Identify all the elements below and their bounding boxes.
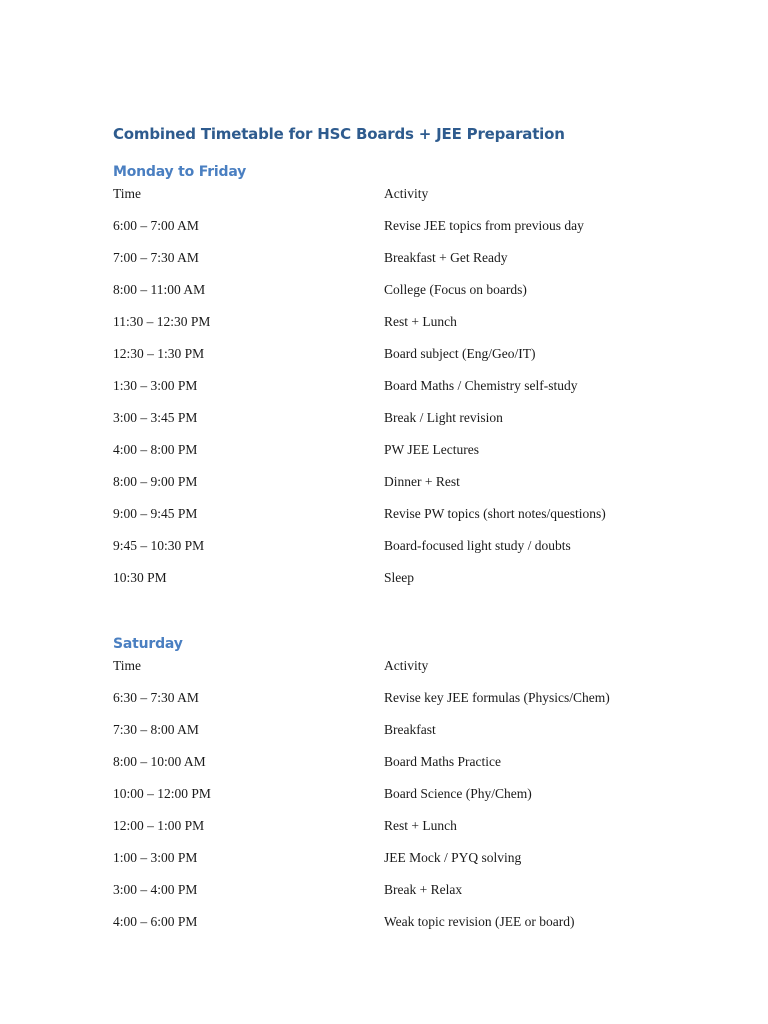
table-row: [113, 536, 713, 568]
column-header-activity: Activity: [384, 658, 429, 673]
activity-cell: Revise PW topics (short notes/questions): [384, 506, 606, 521]
activity-cell: Dinner + Rest: [384, 474, 460, 489]
activity-cell: College (Focus on boards): [384, 282, 527, 297]
timetable-saturday: [113, 656, 713, 944]
table-row: [113, 752, 713, 784]
table-row: [113, 568, 713, 600]
time-cell: 12:30 – 1:30 PM: [113, 346, 205, 361]
table-row: [113, 912, 713, 944]
section-heading: Saturday: [113, 636, 183, 652]
time-cell: 8:00 – 11:00 AM: [113, 282, 206, 297]
activity-cell: JEE Mock / PYQ solving: [384, 850, 522, 865]
time-cell: 1:30 – 3:00 PM: [113, 378, 198, 393]
table-row: [113, 280, 713, 312]
activity-cell: Board Maths / Chemistry self-study: [384, 378, 578, 393]
time-cell: 6:30 – 7:30 AM: [113, 690, 199, 705]
section-heading: Monday to Friday: [113, 164, 247, 180]
activity-cell: Board-focused light study / doubts: [384, 538, 571, 553]
table-row: [113, 688, 713, 720]
time-cell: 10:00 – 12:00 PM: [113, 786, 211, 801]
activity-cell: Board Science (Phy/Chem): [384, 786, 532, 801]
table-row: [113, 848, 713, 880]
table-row: [113, 504, 713, 536]
column-header-time: Time: [113, 658, 142, 673]
time-cell: 7:30 – 8:00 AM: [113, 722, 199, 737]
activity-cell: Break / Light revision: [384, 410, 503, 425]
table-row: [113, 376, 713, 408]
time-cell: 10:30 PM: [113, 570, 167, 585]
activity-cell: Board Maths Practice: [384, 754, 501, 769]
time-cell: 1:00 – 3:00 PM: [113, 850, 198, 865]
activity-cell: Weak topic revision (JEE or board): [384, 914, 575, 929]
activity-cell: Break + Relax: [384, 882, 463, 897]
time-cell: 7:00 – 7:30 AM: [113, 250, 199, 265]
time-cell: 8:00 – 10:00 AM: [113, 754, 206, 769]
column-header-time: Time: [113, 186, 142, 201]
activity-cell: Revise JEE topics from previous day: [384, 218, 584, 233]
time-cell: 9:00 – 9:45 PM: [113, 506, 198, 521]
activity-cell: PW JEE Lectures: [384, 442, 479, 457]
table-row: [113, 408, 713, 440]
table-row: [113, 216, 713, 248]
table-row: [113, 816, 713, 848]
section-saturday: [113, 634, 713, 944]
table-row: [113, 440, 713, 472]
document-title: Combined Timetable for HSC Boards + JEE Preparation: [113, 125, 565, 143]
time-cell: 3:00 – 3:45 PM: [113, 410, 198, 425]
time-cell: 4:00 – 6:00 PM: [113, 914, 198, 929]
table-row: [113, 312, 713, 344]
time-cell: 3:00 – 4:00 PM: [113, 882, 198, 897]
time-cell: 9:45 – 10:30 PM: [113, 538, 205, 553]
table-row: [113, 472, 713, 504]
table-row: [113, 248, 713, 280]
activity-cell: Revise key JEE formulas (Physics/Chem): [384, 690, 610, 705]
table-header-row: [113, 656, 713, 688]
time-cell: 4:00 – 8:00 PM: [113, 442, 198, 457]
time-cell: 11:30 – 12:30 PM: [113, 314, 211, 329]
table-row: [113, 344, 713, 376]
activity-cell: Rest + Lunch: [384, 314, 457, 329]
activity-cell: Sleep: [384, 570, 414, 585]
table-row: [113, 880, 713, 912]
activity-cell: Breakfast + Get Ready: [384, 250, 508, 265]
table-row: [113, 784, 713, 816]
time-cell: 6:00 – 7:00 AM: [113, 218, 199, 233]
column-header-activity: Activity: [384, 186, 429, 201]
activity-cell: Breakfast: [384, 722, 436, 737]
time-cell: 12:00 – 1:00 PM: [113, 818, 205, 833]
section-weekdays: [113, 162, 713, 600]
table-header-row: [113, 184, 713, 216]
timetable-weekdays: [113, 184, 713, 600]
activity-cell: Rest + Lunch: [384, 818, 457, 833]
table-row: [113, 720, 713, 752]
time-cell: 8:00 – 9:00 PM: [113, 474, 198, 489]
activity-cell: Board subject (Eng/Geo/IT): [384, 346, 536, 361]
